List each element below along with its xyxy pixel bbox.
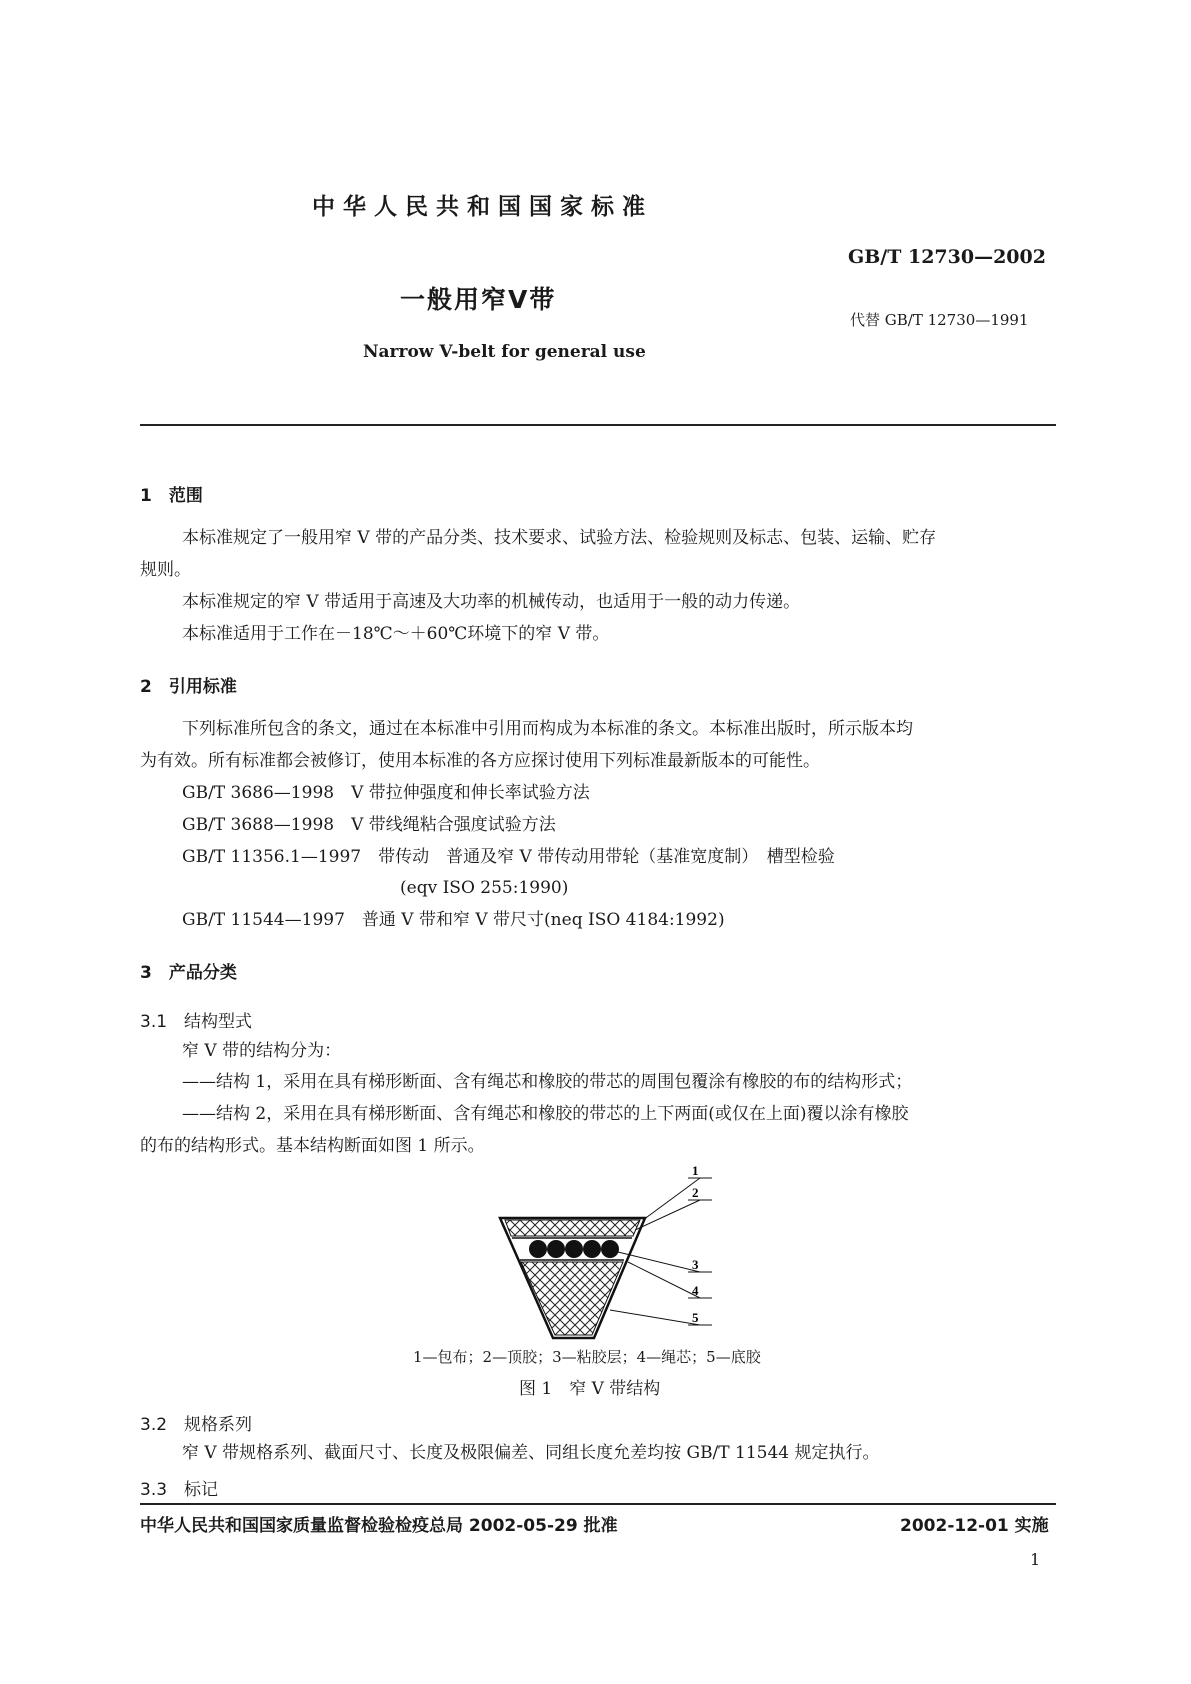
reference-item-equiv: (eqv ISO 255:1990) (400, 878, 569, 898)
cord (529, 1240, 547, 1258)
reference-item: GB/T 3686—1998 V 带拉伸强度和伸长率试验方法 (182, 783, 590, 803)
section-3-2-heading: 3.2 规格系列 (140, 1415, 253, 1435)
document-title-en: Narrow V-belt for general use (363, 342, 646, 362)
section-1-paragraph-3: 本标准适用于工作在－18℃～＋60℃环境下的窄 V 带。 (182, 624, 610, 644)
section-1-paragraph-2: 本标准规定的窄 V 带适用于高速及大功率的机械传动，也适用于一般的动力传递。 (182, 592, 801, 612)
cord (583, 1240, 601, 1258)
national-standard-heading: 中华人民共和国国家标准 (312, 194, 653, 220)
section-3-1-paragraph-1: 窄 V 带的结构分为： (182, 1041, 342, 1061)
callout-number: 5 (692, 1310, 699, 1325)
section-2-paragraph-1: 下列标准所包含的条文，通过在本标准中引用而构成为本标准的条文。本标准出版时，所示版本均 (182, 719, 913, 739)
section-2-paragraph-1-cont: 为有效。所有标准都会被修订，使用本标准的各方应探讨使用下列标准最新版本的可能性。 (140, 751, 820, 771)
footer-divider (140, 1503, 1056, 1505)
replaces-standard: 代替 GB/T 12730—1991 (850, 311, 1029, 329)
page-number: 1 (1030, 1550, 1041, 1569)
callout-number: 3 (692, 1257, 699, 1272)
cord (601, 1240, 619, 1258)
reference-item: GB/T 11544—1997 普通 V 带和窄 V 带尺寸(neq ISO 4184:1992) (182, 910, 725, 930)
section-3-2-paragraph-1: 窄 V 带规格系列、截面尺寸、长度及极限偏差、同组长度允差均按 GB/T 11544 规定执行。 (182, 1443, 880, 1463)
approval-line: 中华人民共和国国家质量监督检验检疫总局 2002-05-29 批准 (140, 1516, 618, 1536)
figure-caption: 图 1 窄 V 带结构 (519, 1379, 661, 1399)
section-1-paragraph-1: 本标准规定了一般用窄 V 带的产品分类、技术要求、试验方法、检验规则及标志、包装、运输、贮存 (182, 528, 937, 548)
section-3-1-paragraph-2: ——结构 1，采用在具有梯形断面、含有绳芯和橡胶的带芯的周围包覆涂有橡胶的布的结构形式； (182, 1072, 913, 1092)
reference-item: GB/T 3688—1998 V 带线绳粘合强度试验方法 (182, 815, 556, 835)
header-divider (140, 424, 1056, 426)
effective-date: 2002-12-01 实施 (900, 1516, 1049, 1536)
section-3-heading: 3 产品分类 (140, 963, 237, 983)
callout-number: 4 (692, 1283, 699, 1298)
reference-item: GB/T 11356.1—1997 带传动 普通及窄 V 带传动用带轮（基准宽度制） 槽型检验 (182, 847, 835, 867)
document-title-cn: 一般用窄V带 (400, 285, 557, 314)
standard-code: GB/T 12730—2002 (848, 246, 1046, 268)
section-3-3-heading: 3.3 标记 (140, 1480, 219, 1500)
v-belt-cross-section-figure (490, 1160, 730, 1345)
cord (547, 1240, 565, 1258)
section-3-1-heading: 3.1 结构型式 (140, 1012, 253, 1032)
section-1-paragraph-1-cont: 规则。 (140, 560, 191, 580)
section-1-heading: 1 范围 (140, 486, 203, 506)
callout-number: 1 (692, 1163, 699, 1178)
section-3-1-paragraph-3-cont: 的布的结构形式。基本结构断面如图 1 所示。 (140, 1136, 485, 1156)
section-2-heading: 2 引用标准 (140, 677, 237, 697)
figure-legend: 1—包布；2—顶胶；3—粘胶层；4—绳芯；5—底胶 (413, 1348, 761, 1366)
cord (565, 1240, 583, 1258)
section-3-1-paragraph-3: ——结构 2，采用在具有梯形断面、含有绳芯和橡胶的带芯的上下两面(或仅在上面)覆以涂有橡胶 (182, 1104, 909, 1124)
top-rubber-layer (505, 1220, 640, 1236)
callout-number: 2 (692, 1185, 699, 1200)
